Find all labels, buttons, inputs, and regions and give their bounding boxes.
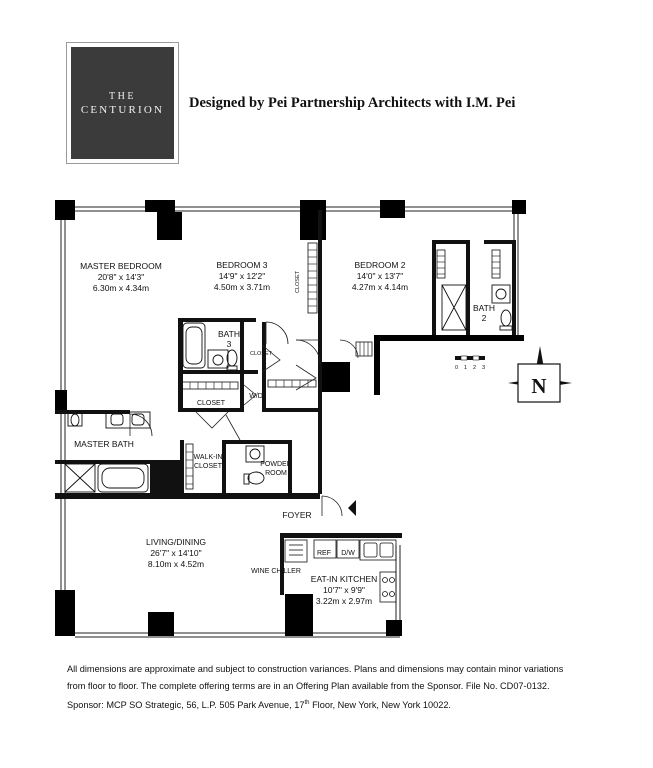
master-bath-label: MASTER BATH (74, 439, 134, 449)
closet-label: CLOSET (196, 400, 226, 407)
bath2-label: BATH (472, 303, 496, 313)
compass (508, 346, 572, 402)
living-dining-imperial: 26'7" x 14'10" (150, 548, 202, 558)
bedroom3-metric: 4.50m x 3.71m (213, 282, 271, 292)
bedroom2-imperial: 14'0" x 13'7" (356, 271, 404, 281)
kitchen-name: EAT-IN KITCHEN (310, 574, 378, 584)
master-bedroom-metric: 6.30m x 4.34m (92, 283, 150, 293)
powder-room-line1: POWDER (260, 461, 292, 468)
closet-vertical-label: CLOSET (295, 270, 301, 294)
dw-label: D/W (341, 550, 355, 557)
wd-label: W/D (249, 393, 263, 400)
scale-mark-1: 1 (464, 365, 468, 371)
scale-mark-0: 0 (455, 365, 459, 371)
scale-mark-3: 3 (482, 365, 486, 371)
bedroom3-imperial: 14'9" x 12'2" (218, 271, 266, 281)
bedroom3-name: BEDROOM 3 (216, 260, 268, 270)
disclaimer-line-2: from floor to floor. The complete offering terms are in an Offering Plan available from the Sponsor. File No. CD07-0132. (67, 681, 550, 691)
bedroom2-metric: 4.27m x 4.14m (351, 282, 409, 292)
kitchen-metric: 3.22m x 2.97m (315, 596, 373, 606)
wine-chiller-label: WINE CHILLER (251, 568, 301, 575)
logo-line-2: CENTURION (80, 103, 165, 116)
bath3-number: 3 (226, 339, 232, 349)
sponsor-text: Sponsor: MCP SO Strategic, 56, L.P. 505 Park Avenue, 17 (67, 700, 305, 711)
walk-in-closet-line1: WALK-IN (193, 454, 223, 461)
entry-arrow (348, 500, 356, 516)
bath3-label: BATH (217, 329, 241, 339)
ref-label: REF (317, 550, 331, 557)
master-bedroom-name: MASTER BEDROOM (80, 261, 162, 271)
disclaimer-line-3 (67, 695, 642, 714)
room-labels (74, 260, 495, 606)
living-dining-metric: 8.10m x 4.52m (147, 559, 205, 569)
scale-mark-2: 2 (473, 365, 477, 371)
master-bedroom-imperial: 20'8" x 14'3" (97, 272, 145, 282)
compass-letter: N (531, 374, 547, 398)
disclaimer-line-1: All dimensions are approximate and subject to construction variances. Plans and dimensions may contain minor variations (67, 664, 564, 674)
foyer-label: FOYER (282, 510, 312, 520)
walk-in-closet-line2: CLOSET (193, 463, 223, 470)
kitchen-imperial: 10'7" x 9'9" (323, 585, 365, 595)
tagline: Designed by Pei Partnership Architects with I.M. Pei (189, 95, 516, 111)
bath2-number: 2 (481, 313, 487, 323)
scale-bar (455, 356, 485, 371)
disclaimer (67, 661, 642, 714)
sponsor-text-end: Floor, New York, New York 10022. (309, 700, 451, 711)
living-dining-name: LIVING/DINING (146, 537, 206, 547)
bedroom2-name: BEDROOM 2 (354, 260, 406, 270)
sponsor-superscript: th (304, 700, 310, 706)
powder-room-line2: ROOM (265, 470, 287, 477)
logo-line-1: THE (109, 90, 136, 102)
closet-small-label: CLOSET (249, 351, 273, 357)
